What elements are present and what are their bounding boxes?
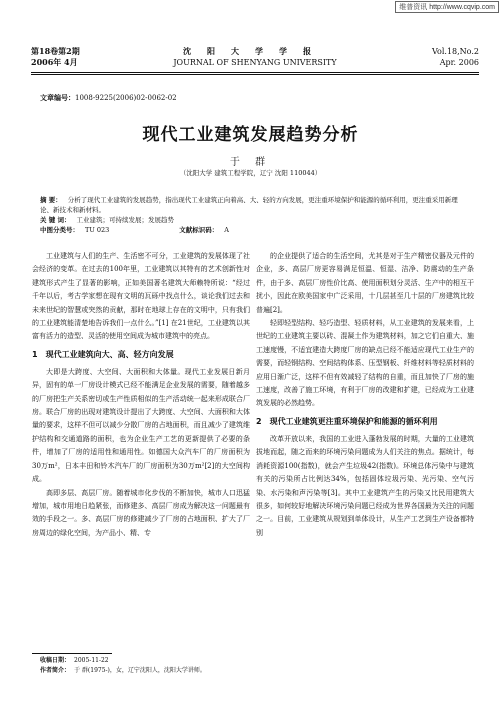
journal-header xyxy=(31,46,479,70)
abstract-text: 分析了现代工业建筑的发展趋势，指出现代工业建筑正向着高、大、轻的方向发展，更注重环境保护和能源的循环利用，更注重采用新理论、新技术和新材料。 xyxy=(40,196,458,214)
doc-code-value: A xyxy=(224,226,229,234)
article-number-label: 文章编号： xyxy=(40,93,75,102)
header-rule-thick xyxy=(31,72,479,73)
section-number: 2 xyxy=(256,416,262,426)
watermark-stamp: 维普资讯 http://www.cqvip.com xyxy=(395,1,499,13)
volume-issue-en: Vol.18,No.2 xyxy=(432,47,479,56)
article-number-value: 1008-9225(2006)02-0062-02 xyxy=(75,94,177,102)
section-heading-2 xyxy=(256,416,474,428)
clc-group xyxy=(40,225,109,235)
clc-label: 中图分类号： xyxy=(40,226,79,234)
section-heading-1 xyxy=(32,349,250,361)
journal-name-cn: 沈阳大学学报 xyxy=(183,46,327,56)
doc-code-group xyxy=(179,225,229,235)
author-bio: 于 群(1975-)，女，辽宁沈阳人，沈阳大学讲师。 xyxy=(74,667,206,674)
journal-name-en: JOURNAL OF SHENYANG UNIVERSITY xyxy=(173,58,337,67)
article-number xyxy=(40,93,177,103)
abstract-label: 摘 要： xyxy=(40,196,62,204)
volume-issue: 第18卷第2期 xyxy=(31,46,80,56)
paper-author: 于 群 xyxy=(229,157,272,168)
received-date: 2005-11-22 xyxy=(74,657,109,664)
issue-info-en xyxy=(432,46,479,68)
classification-line xyxy=(40,225,468,235)
body-paragraph: 高即多层、高层厂房。随着城市化步伐的不断加快，城市人口迅猛增加，城市用地日趋紧张，而修建多、高层厂房成为解决这一问题最有效的手段之一。多、高层厂房的修建减少了厂房的占地面积、扩大了厂房周边的绿化空间，为产品小、精、专 xyxy=(32,488,250,537)
author-affiliation: （沈阳大学 建筑工程学院，辽宁 沈阳 110044） xyxy=(179,169,322,177)
body-paragraph: 轻即轻型结构、轻巧造型、轻质材料，从工业建筑的发展来看，上世纪的工业建筑主要以砖、混凝土作为建筑材料，加之它们自重大、施工速度慢，不适宜建造大跨度厂房的缺点已经不能适应现代工业生产的需要，而轻钢结构、空间结构体系、压型钢板、纤维材料等轻质材料的应用日渐广泛，这样不但有效减轻了结构的自重，而且加快了厂房的施工速度，改善了施工环境，有利于厂房的改建和扩建，已经成为工业建筑发展的必然趋势。 xyxy=(256,319,474,408)
abstract-block xyxy=(40,195,468,235)
body-paragraph: 改革开放以来，我国的工业进入蓬勃发展的时期，大量的工业建筑拔地而起，随之而来的环境污染问题成为人们关注的焦点。据统计，每消耗资源100(指数)，就会产生垃圾42(指数)。环境总体污染中与建筑有关的污染所占比例达34%，包括固体垃圾污染、光污染、空气污染、水污染和声污染等[3]。其中工业建筑产生的污染又比民用建筑大很多，如何较好地解决环境污染问题已经成为世界各国最为关注的问题之一。目前，工业建筑从规划到单体设计，从生产工艺到生产设备都特别 xyxy=(256,434,474,537)
issue-date: 2006年 4月 xyxy=(31,57,78,67)
clc-value: TU 023 xyxy=(85,226,110,234)
issue-date-en: Apr. 2006 xyxy=(439,58,479,67)
keywords-label: 关 键 词： xyxy=(40,216,71,224)
section-number: 1 xyxy=(32,349,38,359)
intro-paragraph: 工业建筑与人们的生产、生活密不可分，工业建筑的发展体现了社会经济的变革。在过去的100年里，工业建筑以其特有的艺术创新性对建筑形式产生了显著的影响，正如美国著名建筑大师赖特所说：“经过千年以后，考古学家想在现有文明的瓦砾中找点什么，谈论我们过去和未来世纪的智慧或突然的贡献，那时在地球上存在的文明中，只有我们的工业建筑能清楚地告诉我们一点什么。”[1] 在21世纪，工业建筑以其富有活力的造型、灵活的使用空间成为城市建筑中的亮点。 xyxy=(32,252,250,341)
header-rule-thin xyxy=(31,74,479,75)
section-title: 现代工业建筑更注重环境保护和能源的循环利用 xyxy=(269,416,438,426)
section-title: 现代工业建筑向大、高、轻方向发展 xyxy=(45,349,174,359)
footnote-block xyxy=(40,656,206,676)
paper-title: 现代工业建筑发展趋势分析 xyxy=(142,125,359,145)
right-column xyxy=(256,250,474,540)
author-bio-label: 作者简介： xyxy=(40,667,71,674)
body-paragraph: 的企业提供了适合的生活空间，尤其是对于生产精密仪器及元件的企业，多、高层厂房更容易满足恒温、恒湿、洁净、防震动的生产条件，由于多、高层厂房性价比高、使用面积划分灵活、生产中的相互干扰小，因此在欧美国家中广泛采用，十几层甚至几十层的厂房建筑比较普遍[2]。 xyxy=(256,252,474,314)
keywords-line xyxy=(40,215,468,225)
body-paragraph: 大即是大跨度、大空间、大面积和大体量。现代工业发展日新月异，固有的单一厂房设计模式已经不能满足企业发展的需要，随着越多的厂房把生产关系密切或生产性质相似的生产活动统一起来形成联合厂房。联合厂房的出现对建筑设计提出了大跨度、大空间、大面积和大体量的要求，这样不但可以减少分散厂房的占地面积，而且减少了建筑维护结构和交通道路的面积，也为企业生产工艺的更新提供了必要的条件，增加了厂房的适用性和通用性。如德国大众汽车厂的厂房面积为30万m²，日本丰田和铃木汽车厂的厂房面积为30万m²[2]的大空间构成。 xyxy=(32,367,250,484)
journal-name xyxy=(31,46,479,68)
received-label: 收稿日期： xyxy=(40,657,71,664)
left-column xyxy=(32,250,250,540)
abstract-text-line xyxy=(40,195,468,215)
received-date-line xyxy=(40,656,206,666)
keywords-text: 工业建筑；可持续发展；发展趋势 xyxy=(76,216,175,224)
footnote-rule xyxy=(32,653,112,654)
author-bio-line xyxy=(40,666,206,676)
doc-code-label: 文献标识码： xyxy=(179,226,219,234)
